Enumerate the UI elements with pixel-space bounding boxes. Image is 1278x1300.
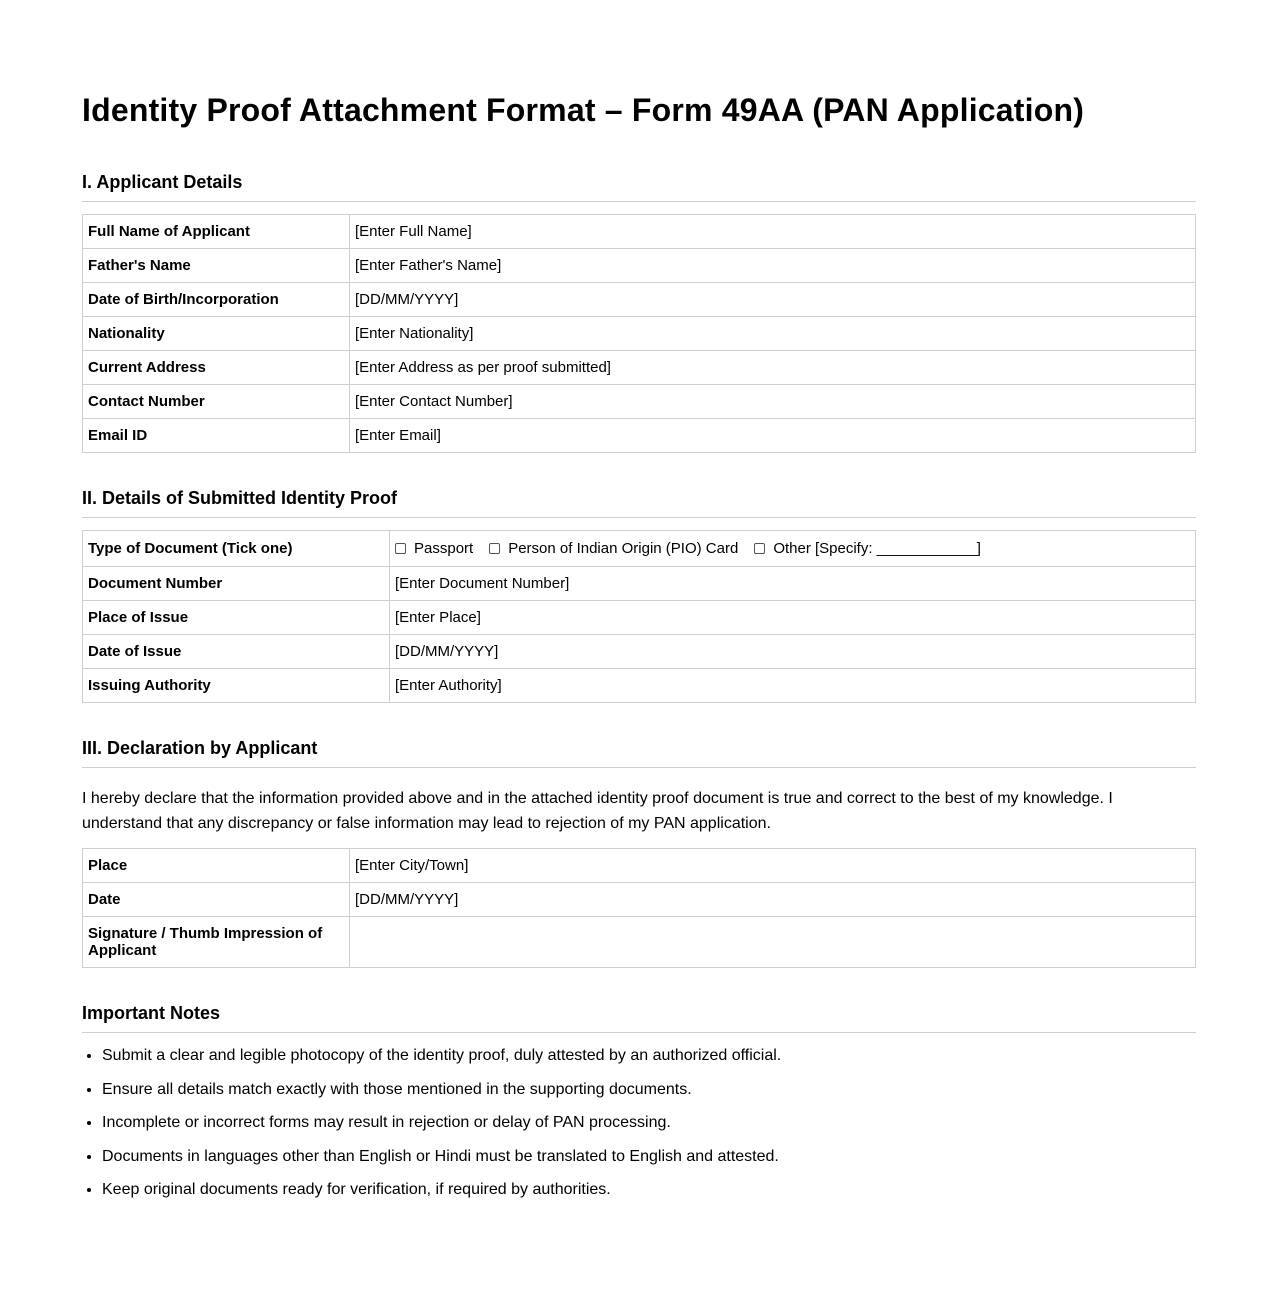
section-heading: I. Applicant Details — [82, 171, 1196, 202]
table-row — [83, 669, 1196, 703]
notes-list — [82, 1046, 1196, 1200]
section-heading: II. Details of Submitted Identity Proof — [82, 487, 1196, 518]
option-label: Passport — [414, 540, 474, 557]
date-of-birth-field[interactable]: [DD/MM/YYYY] — [350, 283, 1196, 317]
declaration-section — [82, 737, 1196, 968]
applicant-details-section — [82, 171, 1196, 453]
applicant-details-table — [82, 214, 1196, 453]
issuing-authority-field[interactable]: [Enter Authority] — [390, 669, 1196, 703]
table-row — [83, 317, 1196, 351]
declaration-text: I hereby declare that the information provided above and in the attached identity proof document is true and correct to the best of my knowledge. I understand that any discrepancy or false information may lead to rejection of my PAN application. — [82, 790, 1113, 832]
document-type-options — [390, 531, 1196, 567]
section-heading: III. Declaration by Applicant — [82, 737, 1196, 768]
field-label: Place — [83, 849, 350, 883]
field-label: Date — [83, 883, 350, 917]
nationality-field[interactable]: [Enter Nationality] — [350, 317, 1196, 351]
list-item: • Ensure all details match exactly with those mentioned in the supporting documents. — [102, 1080, 1196, 1100]
date-of-issue-field[interactable]: [DD/MM/YYYY] — [390, 635, 1196, 669]
list-item: • Keep original documents ready for verification, if required by authorities. — [102, 1180, 1196, 1200]
option-other[interactable] — [754, 540, 981, 557]
field-label: Email ID — [83, 419, 350, 453]
option-passport[interactable] — [395, 540, 473, 557]
place-field[interactable]: [Enter City/Town] — [350, 849, 1196, 883]
table-row — [83, 283, 1196, 317]
table-row — [83, 531, 1196, 567]
identity-proof-table — [82, 530, 1196, 703]
father-name-field[interactable]: [Enter Father's Name] — [350, 249, 1196, 283]
identity-proof-section — [82, 487, 1196, 703]
table-row — [83, 351, 1196, 385]
option-label: Other [Specify: ____________] — [773, 540, 981, 557]
current-address-field[interactable]: [Enter Address as per proof submitted] — [350, 351, 1196, 385]
section-heading: Important Notes — [82, 1002, 1196, 1033]
field-label: Full Name of Applicant — [83, 215, 350, 249]
option-pio-card[interactable] — [489, 540, 738, 557]
other-checkbox[interactable] — [754, 543, 765, 554]
passport-checkbox[interactable] — [395, 543, 406, 554]
field-label: Place of Issue — [83, 601, 390, 635]
declaration-table — [82, 848, 1196, 968]
table-row — [83, 419, 1196, 453]
table-row — [83, 849, 1196, 883]
table-row — [83, 601, 1196, 635]
signature-field[interactable] — [350, 917, 1196, 968]
field-label: Nationality — [83, 317, 350, 351]
field-label: Date of Issue — [83, 635, 390, 669]
important-notes-section — [82, 1002, 1196, 1200]
table-row — [83, 883, 1196, 917]
field-label: Father's Name — [83, 249, 350, 283]
field-label: Document Number — [83, 567, 390, 601]
date-field[interactable]: [DD/MM/YYYY] — [350, 883, 1196, 917]
page-title: Identity Proof Attachment Format – Form 49AA (PAN Application) — [82, 92, 1085, 128]
table-row — [83, 249, 1196, 283]
contact-number-field[interactable]: [Enter Contact Number] — [350, 385, 1196, 419]
table-row — [83, 215, 1196, 249]
list-item: • Submit a clear and legible photocopy of the identity proof, duly attested by an authorized official. — [102, 1046, 1196, 1066]
table-row — [83, 635, 1196, 669]
list-item: • Documents in languages other than English or Hindi must be translated to English and attested. — [102, 1147, 1196, 1167]
field-label: Type of Document (Tick one) — [83, 531, 390, 567]
place-of-issue-field[interactable]: [Enter Place] — [390, 601, 1196, 635]
pio-card-checkbox[interactable] — [489, 543, 500, 554]
field-label: Date of Birth/Incorporation — [83, 283, 350, 317]
table-row — [83, 567, 1196, 601]
table-row — [83, 385, 1196, 419]
full-name-field[interactable]: [Enter Full Name] — [350, 215, 1196, 249]
table-row — [83, 917, 1196, 968]
list-item: • Incomplete or incorrect forms may result in rejection or delay of PAN processing. — [102, 1113, 1196, 1133]
field-label: Issuing Authority — [83, 669, 390, 703]
field-label: Signature / Thumb Impression of Applicant — [83, 917, 350, 968]
field-label: Current Address — [83, 351, 350, 385]
document-number-field[interactable]: [Enter Document Number] — [390, 567, 1196, 601]
field-label: Contact Number — [83, 385, 350, 419]
email-field[interactable]: [Enter Email] — [350, 419, 1196, 453]
option-label: Person of Indian Origin (PIO) Card — [508, 540, 739, 557]
